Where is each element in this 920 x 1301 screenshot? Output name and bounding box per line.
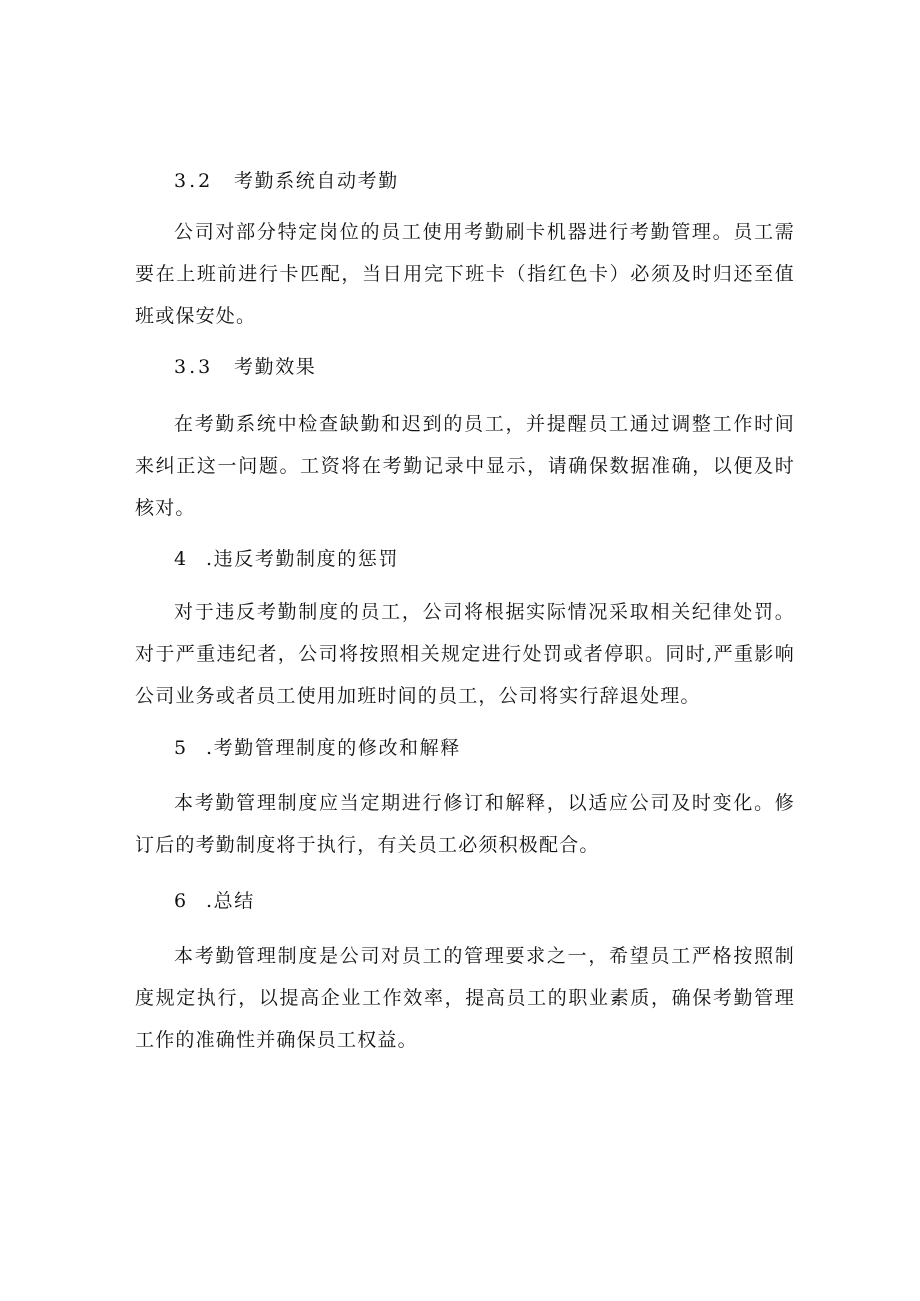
section-paragraph: 公司对部分特定岗位的员工使用考勤刷卡机器进行考勤管理。员工需要在上班前进行卡匹配，当日用完下班卡（指红色卡）必须及时归还至值班或保安处。 bbox=[135, 221, 795, 327]
section-heading bbox=[174, 346, 834, 388]
section-title: .违反考勤制度的惩罚 bbox=[206, 548, 400, 570]
section-heading bbox=[174, 160, 834, 202]
section-title: .考勤管理制度的修改和解释 bbox=[206, 737, 461, 759]
section-number: 6 bbox=[174, 890, 190, 912]
section-number: 4 bbox=[174, 548, 190, 570]
section-number: 3.2 bbox=[174, 170, 214, 192]
section-paragraph: 在考勤系统中检查缺勤和迟到的员工，并提醒员工通过调整工作时间来纠正这一问题。工资将在考勤记录中显示，请确保数据准确，以便及时核对。 bbox=[135, 413, 795, 519]
section-title: .总结 bbox=[206, 890, 255, 912]
section-heading bbox=[174, 727, 834, 769]
section-heading bbox=[174, 538, 834, 580]
section-title: 考勤效果 bbox=[234, 356, 317, 378]
section-paragraph: 本考勤管理制度是公司对员工的管理要求之一，希望员工严格按照制度规定执行，以提高企业工作效率，提高员工的职业素质，确保考勤管理工作的准确性并确保员工权益。 bbox=[135, 945, 795, 1051]
section-number: 3.3 bbox=[174, 356, 214, 378]
section-paragraph: 对于违反考勤制度的员工，公司将根据实际情况采取相关纪律处罚。对于严重违纪者，公司将按照相关规定进行处罚或者停职。同时,严重影响公司业务或者员工使用加班时间的员工，公司将实行辞退处理。 bbox=[135, 601, 795, 707]
section-number: 5 bbox=[174, 737, 190, 759]
section-title: 考勤系统自动考勤 bbox=[234, 170, 399, 192]
section-heading bbox=[174, 880, 834, 922]
section-paragraph: 本考勤管理制度应当定期进行修订和解释，以适应公司及时变化。修订后的考勤制度将于执行，有关员工必须积极配合。 bbox=[135, 792, 795, 856]
